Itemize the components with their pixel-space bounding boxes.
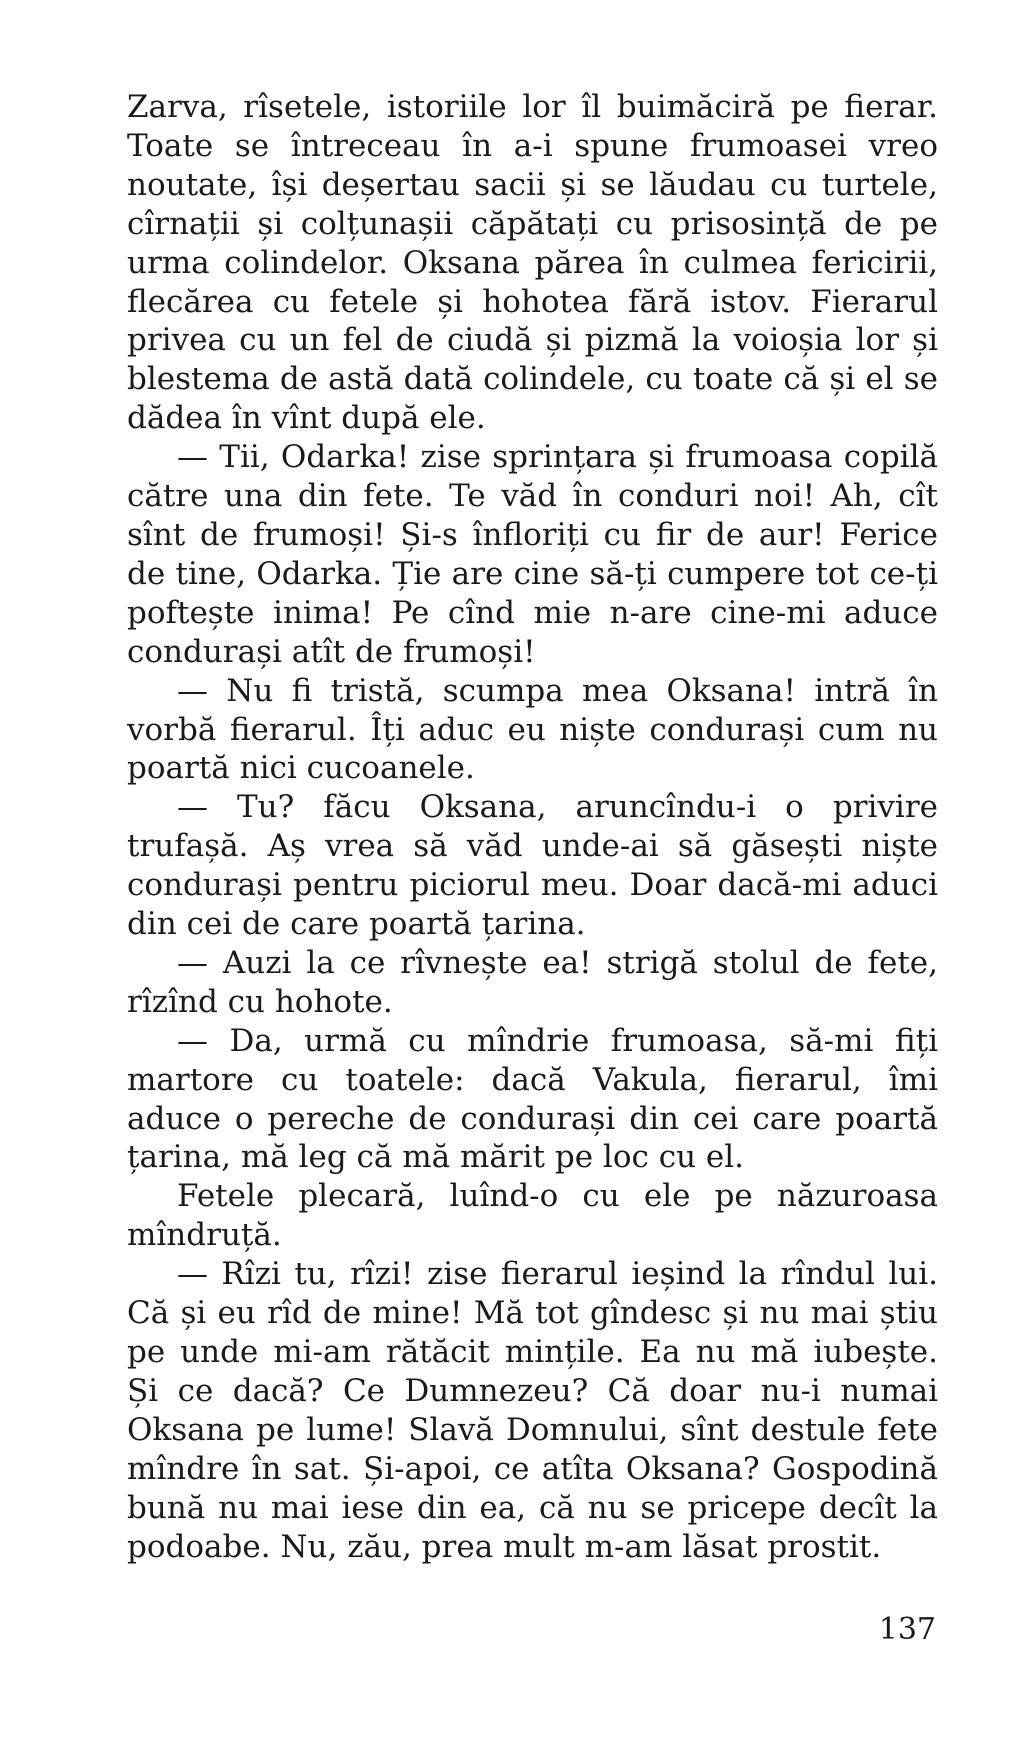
paragraph-2: — Tii, Odarka! zise sprințara și frumoasa copilă către una din fete. Te văd în conduri noi! Ah, cît sînt de frumoși! Și-s înfloriți cu fir de aur! Ferice de tine, Odarka. Ție are cine să-ți cumpere tot ce-ți poftește inima! Pe cînd mie n-are cine-mi aduce condurași atît de frumoși! bbox=[127, 439, 938, 670]
paragraph-7: Fetele plecară, luînd-o cu ele pe năzuroasa mîndruță. bbox=[127, 1178, 938, 1254]
paragraph-8: — Rîzi tu, rîzi! zise fierarul ieșind la rîndul lui. Că și eu rîd de mine! Mă tot gîndesc și nu mai știu pe unde mi-am rătăcit mințile. Ea nu mă iubește. Și ce dacă? Ce Dumnezeu? Că doar nu-i numai Oksana pe lume! Slavă Domnului, sînt destule fete mîndre în sat. Și-apoi, ce atîta Oksana? Gospodină bună nu mai iese din ea, că nu se pricepe decît la podoabe. Nu, zău, prea mult m-am lăsat prostit. bbox=[127, 1256, 938, 1565]
paragraph-6: — Da, urmă cu mîndrie frumoasa, să-mi fiți martore cu toatele: dacă Vakula, fierarul, îmi aduce o pereche de condurași din cei care poartă țarina, mă leg că mă mărit pe loc cu el. bbox=[127, 1022, 938, 1176]
page-number: 137 bbox=[878, 1612, 936, 1647]
paragraph-3: — Nu fi tristă, scumpa mea Oksana! intră în vorbă fierarul. Îți aduc eu niște condurași cum nu poartă nici cucoanele. bbox=[127, 672, 938, 787]
page-body bbox=[127, 88, 938, 1566]
paragraph-5: — Auzi la ce rîvnește ea! strigă stolul de fete, rîzînd cu hohote. bbox=[127, 944, 938, 1020]
paragraph-4: — Tu? făcu Oksana, aruncîndu-i o privire trufașă. Aș vrea să văd unde-ai să găsești niște condurași pentru piciorul meu. Doar dacă-mi aduci din cei de care poartă țarina. bbox=[127, 789, 938, 943]
paragraph-1: Zarva, rîsetele, istoriile lor îl buimăciră pe fierar. Toate se întreceau în a-i spune frumoasei vreo noutate, își deșertau sacii și se lăudau cu turtele, cîrnații și colțunașii căpătați cu prisosință de pe urma colindelor. Oksana părea în culmea fericirii, flecărea cu fetele și hohotea fără istov. Fierarul privea cu un fel de ciudă și pizmă la voioșia lor și blestema de astă dată colindele, cu toate că și el se dădea în vînt după ele. bbox=[127, 89, 938, 437]
